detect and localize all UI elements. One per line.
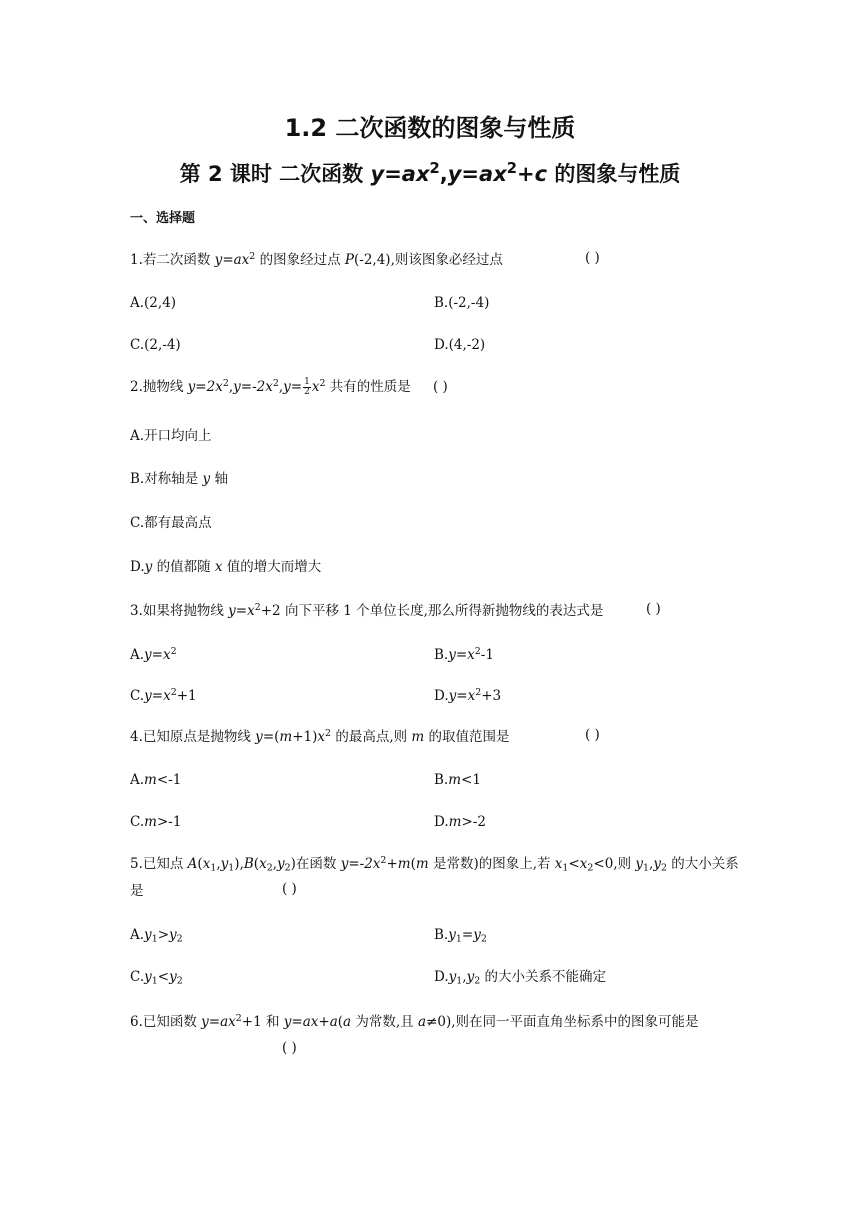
q3-option-b: $B.y=x^2-1$ — [434, 645, 494, 663]
q4-option-c: C.m>-1 — [130, 814, 182, 830]
question-5-line-2: 是 — [130, 883, 144, 899]
q4-option-b: B.m<1 — [434, 772, 481, 788]
answer-bracket-3: ( ) — [646, 601, 661, 617]
question-2: 2.抛物线 $y=2x^2,y=-2x^2,y=$ $\frac{1}{2}$ $x^2$ 共有的性质是 — [130, 377, 411, 397]
q2-option-d: D.y 的值都随 x 值的增大而增大 — [130, 559, 322, 575]
answer-bracket-6: ( ) — [282, 1040, 297, 1056]
question-5: 5.已知点 $A(x_1,y_1),B(x_2,y_2)$在函数 $y=-2x^2+m(m$ 是常数)的图象上,若 $x_1<x_2<0$,则 $y_1,y_2$ 的大小关系 — [130, 854, 739, 874]
page-title: 1.2 二次函数的图象与性质 — [284, 114, 576, 142]
answer-bracket-4: ( ) — [585, 727, 600, 743]
answer-bracket-1: ( ) — [585, 250, 600, 266]
q4-option-d: D.m>-2 — [434, 814, 486, 830]
fraction-one-half: $\frac{1}{2}$ — [304, 377, 310, 397]
q5-option-b: $B.y_1=y_2$ — [434, 927, 487, 945]
question-6: 6.已知函数 $y=ax^2+1$ 和 y=ax+a(a 为常数,且 a≠0),则在同一平面直角坐标系中的图象可能是 — [130, 1012, 699, 1030]
q5-option-c: $C.y_1<y_2$ — [130, 969, 183, 987]
q3-option-a: $A.y=x^2$ — [130, 645, 177, 663]
q1-option-a: A.(2,4) — [130, 295, 177, 311]
q5-option-a: $A.y_1>y_2$ — [130, 927, 183, 945]
q1-option-c: C.(2,-4) — [130, 337, 181, 353]
question-3: 3.如果将抛物线 $y=x^2+2$ 向下平移 1 个单位长度,那么所得新抛物线的表达式是 — [130, 601, 604, 619]
section-heading: 一、选择题 — [130, 211, 196, 226]
question-4: 4.已知原点是抛物线 $y=(m+1)x^2$ 的最高点,则 m 的取值范围是 — [130, 727, 510, 745]
q2-option-b: B.对称轴是 y 轴 — [130, 471, 228, 487]
q1-option-d: D.(4,-2) — [434, 337, 486, 353]
page-subtitle: 第 2 课时 二次函数 $y=ax^2,y=ax^2+c$ 的图象与性质 — [179, 159, 681, 186]
q3-option-c: $C.y=x^2+1$ — [130, 686, 197, 704]
q5-option-d: $D.y_1,y_2$ 的大小关系不能确定 — [434, 969, 607, 987]
answer-bracket-2: ( ) — [433, 379, 448, 395]
q2-option-c: C.都有最高点 — [130, 515, 212, 531]
answer-bracket-5: ( ) — [282, 881, 297, 897]
q3-option-d: $D.y=x^2+3$ — [434, 686, 502, 704]
question-1: 1.若二次函数 $y=ax^2$ 的图象经过点 P(-2,4),则该图象必经过点 — [130, 250, 503, 268]
q2-option-a: A.开口均向上 — [130, 428, 212, 444]
q4-option-a: A.m<-1 — [130, 772, 182, 788]
q1-option-b: B.(-2,-4) — [434, 295, 490, 311]
